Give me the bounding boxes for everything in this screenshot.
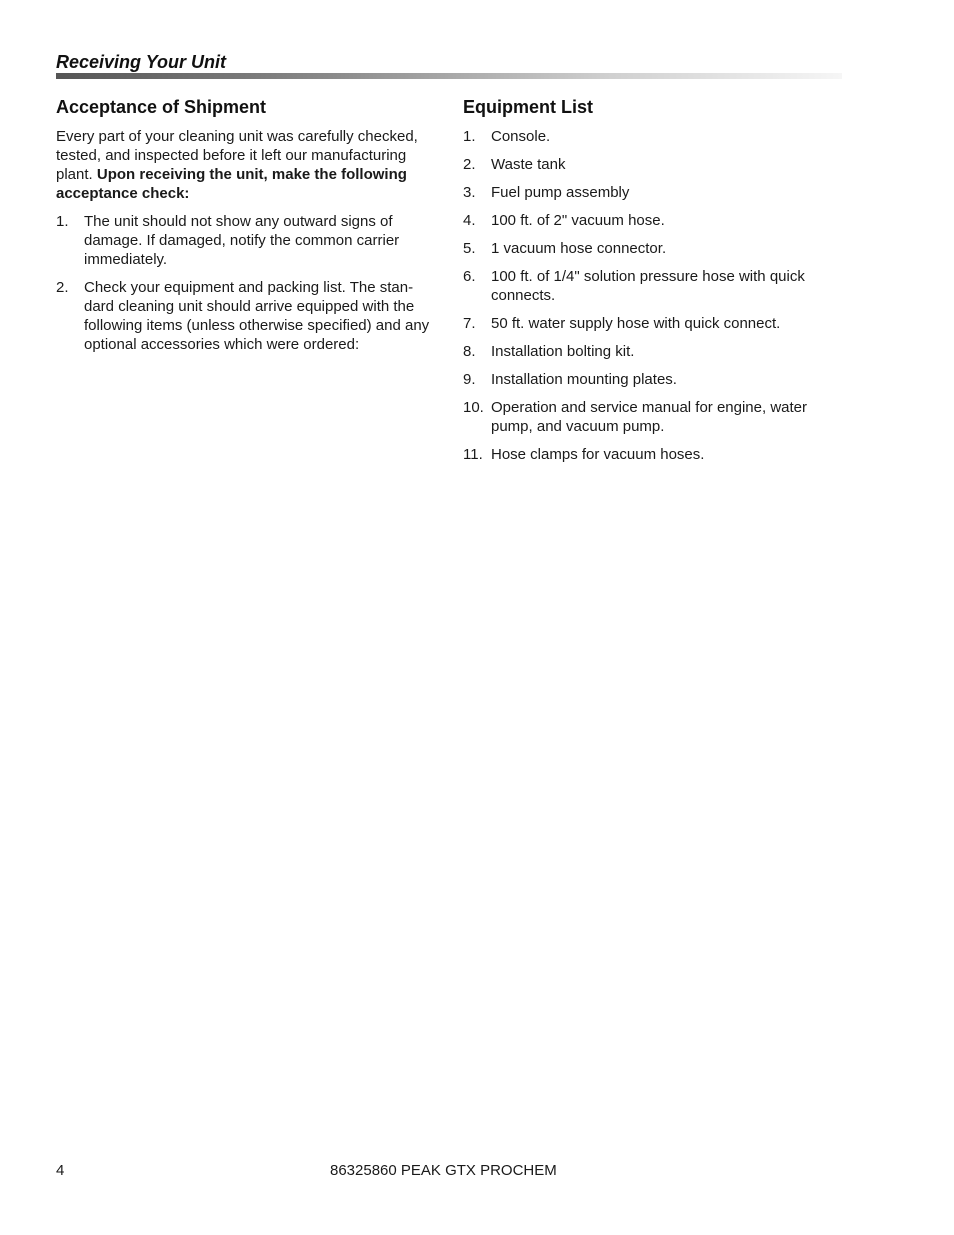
list-item [56,278,434,354]
list-item-text: Fuel pump assembly [491,184,630,201]
list-item [56,212,434,269]
list-item-text: Check your equipment and packing list. The stan-dard cleaning unit should arrive equipped with the following items (unless otherwise specified) and any optional accessories which were ordered: [84,279,430,353]
list-item-number: 2. [463,156,476,173]
list-item-text: 1 vacuum hose connector. [491,240,667,257]
list-item [463,267,843,305]
list-item-number: 4. [463,212,476,229]
list-item [463,211,843,230]
list-item [463,183,843,202]
acceptance-list [56,212,434,354]
list-item-number: 7. [463,315,476,332]
list-item-text: Hose clamps for vacuum hoses. [491,446,705,463]
list-item [463,398,843,436]
acceptance-intro-text: Every part of your cleaning unit was carefully checked, tested, and inspected before it left our manufacturing plant. [56,128,418,183]
list-item-text: Waste tank [491,156,566,173]
list-item-text: Console. [491,128,551,145]
list-item [463,239,843,258]
list-item [463,127,843,146]
list-item-number: 8. [463,343,476,360]
document-id: 86325860 PEAK GTX PROCHEM [330,1162,557,1179]
list-item-number: 3. [463,184,476,201]
list-item-text: The unit should not show any outward signs of damage. If damaged, notify the common carrier immediately. [84,213,400,268]
list-item-text: 100 ft. of 2" vacuum hose. [491,212,665,229]
list-item-number: 5. [463,240,476,257]
list-item-text: Installation mounting plates. [491,371,677,388]
list-item-number: 6. [463,268,476,285]
page-number: 4 [56,1162,65,1179]
equipment-column [463,96,843,473]
acceptance-intro [56,127,434,203]
acceptance-heading: Acceptance of Shipment [56,97,267,117]
list-item-text: Installation bolting kit. [491,343,635,360]
acceptance-intro-bold: Upon receiving the unit, make the following acceptance check: [56,166,407,202]
section-rule [56,73,842,79]
list-item-number: 1. [463,128,476,145]
list-item-number: 10. [463,399,484,416]
section-header [56,51,842,79]
list-item-number: 1. [56,213,69,230]
acceptance-column [56,96,434,363]
list-item [463,445,843,464]
list-item-text: 50 ft. water supply hose with quick connect. [491,315,781,332]
equipment-heading: Equipment List [463,97,593,117]
list-item-text: Operation and service manual for engine, water pump, and vacuum pump. [491,399,808,435]
list-item-text: 100 ft. of 1/4" solution pressure hose with quick connects. [491,268,805,304]
list-item-number: 11. [463,446,483,463]
equipment-list [463,127,843,464]
list-item [463,314,843,333]
list-item-number: 9. [463,371,476,388]
list-item-number: 2. [56,279,69,296]
section-title: Receiving Your Unit [56,52,227,72]
list-item [463,370,843,389]
list-item [463,342,843,361]
list-item [463,155,843,174]
